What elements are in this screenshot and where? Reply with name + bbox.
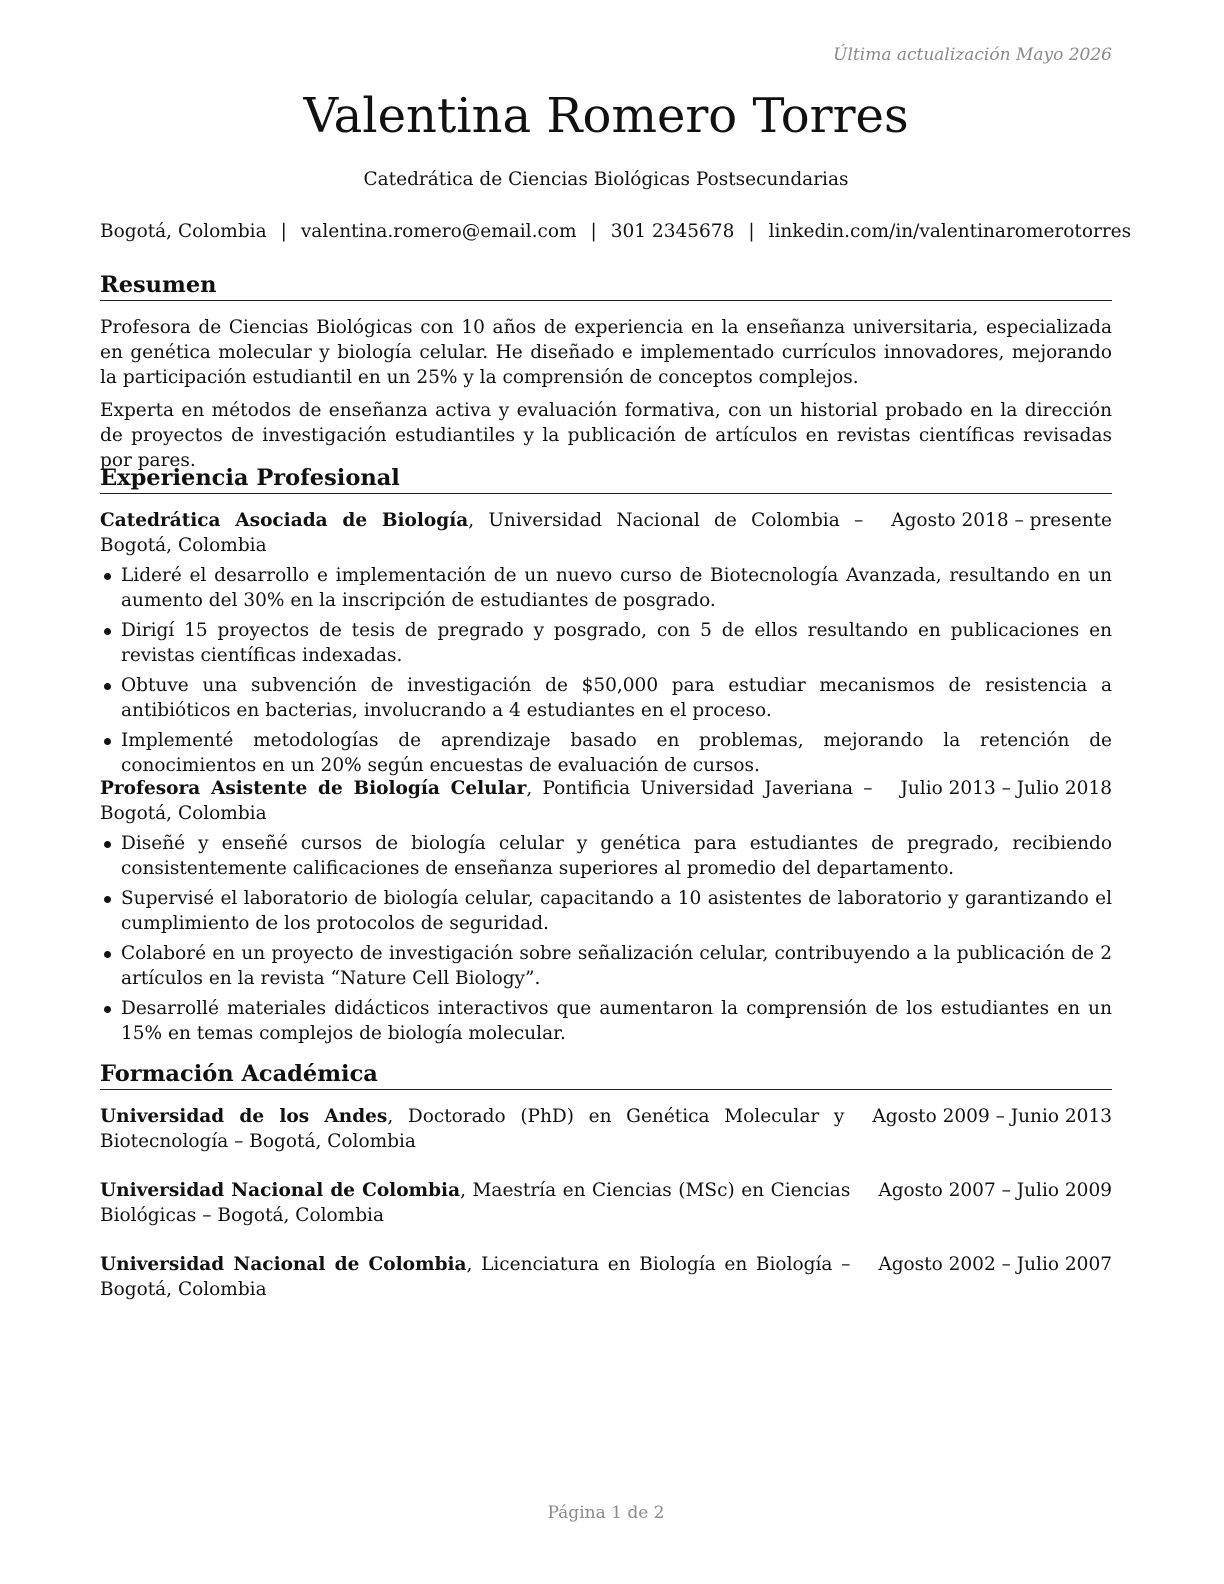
page-number: Página 1 de 2 [547,1503,665,1523]
job-role: Catedrática Asociada de Biología [100,510,469,531]
job-bullet: Diseñé y enseñé cursos de biología celular y genética para estudiantes de pregrado, recibiendo consistentemente calificaciones de enseñanza superiores al promedio del departamento. [100,831,1112,881]
contact-location: Bogotá, Colombia [100,221,267,242]
job-entry [100,508,1112,783]
job-bullet: Implementé metodologías de aprendizaje basado en problemas, mejorando la retención de conocimientos en un 20% según encuestas de evaluación de cursos. [100,728,1112,778]
education-header [100,1178,1112,1228]
job-bullet: Desarrollé materiales didácticos interactivos que aumentaron la comprensión de los estudiantes en un 15% en temas complejos de biología molecular. [100,996,1112,1046]
candidate-name: Valentina Romero Torres [303,88,909,144]
education-entry [100,1178,1112,1228]
job-bullet: Colaboré en un proyecto de investigación sobre señalización celular, contribuyendo a la publicación de 2 artículos en la revista “Nature Cell Biology”. [100,941,1112,991]
education-school: Universidad Nacional de Colombia [100,1254,467,1275]
education-detail: , Licenciatura en Biología en Biología – Bogotá, Colombia [100,1254,851,1300]
job-bullet: Supervisé el laboratorio de biología celular, capacitando a 10 asistentes de laboratorio y garantizando el cumplimiento de los protocolos de seguridad. [100,886,1112,936]
contact-phone: 301 2345678 [610,221,735,242]
summary-section [100,315,1112,481]
job-title: Catedrática de Ciencias Biológicas Postsecundarias [363,169,849,190]
education-dates: Agosto 2009 – Junio 2013 [872,1106,1112,1127]
job-bullet: Lideré el desarrollo e implementación de un nuevo curso de Biotecnología Avanzada, resultando en un aumento del 30% en la inscripción de estudiantes de posgrado. [100,563,1112,613]
education-entry [100,1104,1112,1154]
summary-paragraph: Experta en métodos de enseñanza activa y evaluación formativa, con un historial probado en la dirección de proyectos de investigación estudiantiles y la publicación de artículos en revistas científicas revisadas por pares. [100,400,1112,471]
job-entry [100,776,1112,1051]
education-dates: Agosto 2007 – Julio 2009 [878,1180,1112,1201]
job-bullets [100,563,1112,778]
job-dates: Julio 2013 – Julio 2018 [900,778,1112,799]
job-bullet: Dirigí 15 proyectos de tesis de pregrado y posgrado, con 5 de ellos resultando en publicaciones en revistas científicas indexadas. [100,618,1112,668]
education-entry [100,1252,1112,1302]
education-detail: , Maestría en Ciencias (MSc) en Ciencias Biológicas – Bogotá, Colombia [100,1180,851,1226]
last-updated: Última actualización Mayo 2026 [833,45,1112,65]
summary-paragraph: Profesora de Ciencias Biológicas con 10 años de experiencia en la enseñanza universitaria, especializada en genética molecular y biología celular. He diseñado e implementado currículos innovadores, mejorando la participación estudiantil en un 25% y la comprensión de conceptos complejos. [100,317,1112,388]
job-header [100,776,1112,826]
job-org: , Universidad Nacional de Colombia – Bogotá, Colombia [100,510,864,556]
section-title-summary: Resumen [100,271,1112,301]
contact-separator: | [280,221,287,242]
job-role: Profesora Asistente de Biología Celular [100,778,527,799]
job-org: , Pontificia Universidad Javeriana – Bogotá, Colombia [100,778,873,824]
education-header [100,1252,1112,1302]
job-header [100,508,1112,558]
contact-line [100,219,1132,244]
contact-linkedin[interactable]: linkedin.com/in/valentinaromerotorres [768,221,1132,242]
job-bullets [100,831,1112,1046]
contact-email[interactable]: valentina.romero@email.com [300,221,577,242]
contact-separator: | [748,221,755,242]
job-bullet: Obtuve una subvención de investigación de $50,000 para estudiar mecanismos de resistencia a antibióticos en bacterias, involucrando a 4 estudiantes en el proceso. [100,673,1112,723]
job-dates: Agosto 2018 – presente [891,510,1112,531]
section-title-experience: Experiencia Profesional [100,464,1112,494]
education-school: Universidad Nacional de Colombia [100,1180,461,1201]
education-dates: Agosto 2002 – Julio 2007 [878,1254,1112,1275]
education-detail: , Doctorado (PhD) en Genética Molecular y Biotecnología – Bogotá, Colombia [100,1106,845,1152]
education-school: Universidad de los Andes [100,1106,388,1127]
contact-separator: | [590,221,597,242]
education-header [100,1104,1112,1154]
resume-page [100,0,1132,1584]
section-title-education: Formación Académica [100,1060,1112,1090]
